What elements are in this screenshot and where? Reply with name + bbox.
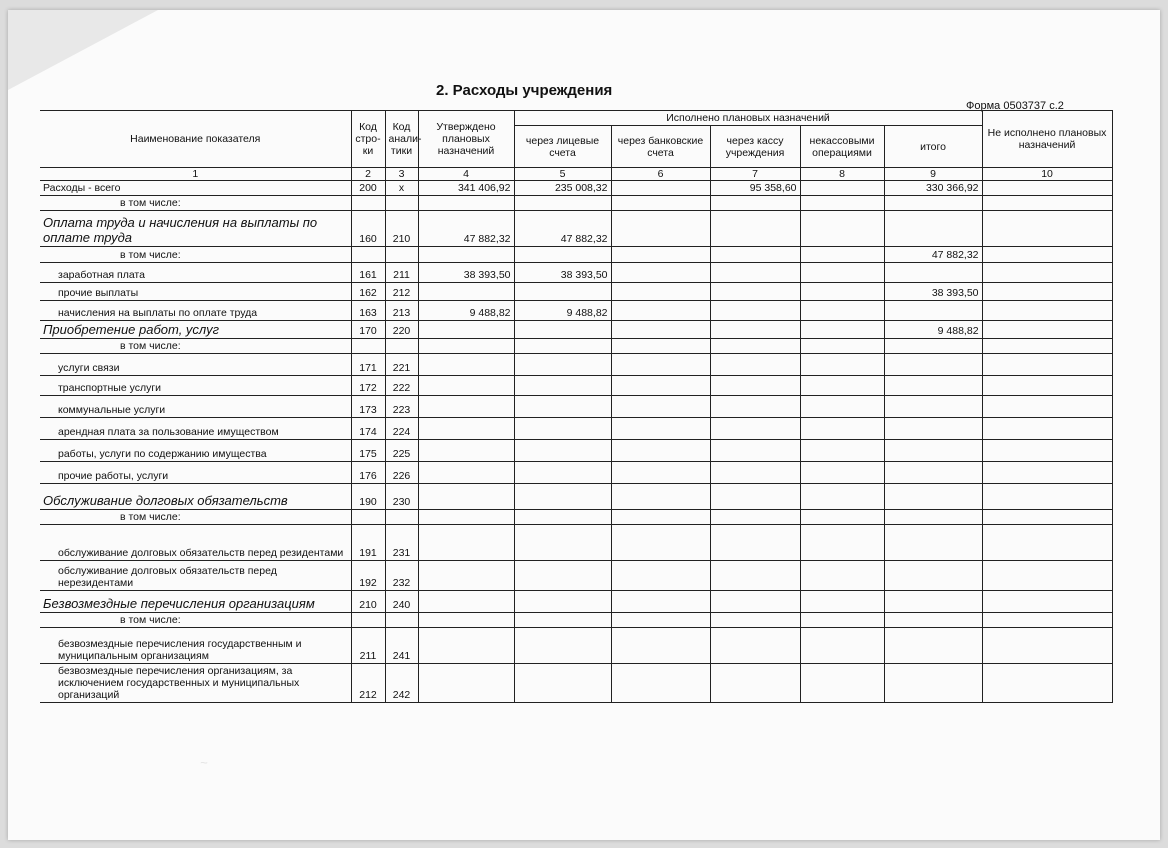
row-line-code: 192 bbox=[351, 561, 385, 591]
table-row bbox=[40, 396, 1112, 418]
form-code: Форма 0503737 с.2 bbox=[966, 100, 1064, 112]
row-line-code: 191 bbox=[351, 525, 385, 561]
row-via-personal-accounts bbox=[514, 484, 611, 510]
row-non-cash bbox=[800, 376, 884, 396]
row-analytics-code: 240 bbox=[385, 591, 418, 613]
row-line-code: 210 bbox=[351, 591, 385, 613]
row-via-bank-accounts bbox=[611, 440, 710, 462]
row-via-bank-accounts bbox=[611, 591, 710, 613]
row-approved: 341 406,92 bbox=[418, 181, 514, 196]
row-via-cash-desk bbox=[710, 628, 800, 664]
row-name: Обслуживание долговых обязательств bbox=[40, 484, 351, 510]
row-via-personal-accounts bbox=[514, 462, 611, 484]
row-via-bank-accounts bbox=[611, 484, 710, 510]
row-not-executed bbox=[982, 484, 1112, 510]
row-name: безвозмездные перечисления организациям, за исключением государственных и муниципальных организаций bbox=[40, 664, 351, 703]
row-via-bank-accounts bbox=[611, 561, 710, 591]
table-row bbox=[40, 525, 1112, 561]
row-line-code: 212 bbox=[351, 664, 385, 703]
row-analytics-code bbox=[385, 510, 418, 525]
row-via-cash-desk bbox=[710, 283, 800, 301]
table-row bbox=[40, 283, 1112, 301]
table-row bbox=[40, 561, 1112, 591]
row-via-bank-accounts bbox=[611, 664, 710, 703]
row-analytics-code: 231 bbox=[385, 525, 418, 561]
row-via-personal-accounts bbox=[514, 376, 611, 396]
row-via-bank-accounts bbox=[611, 613, 710, 628]
row-analytics-code bbox=[385, 247, 418, 263]
row-not-executed bbox=[982, 613, 1112, 628]
faded-signature-mark: ~ bbox=[200, 755, 208, 770]
column-number: 6 bbox=[611, 168, 710, 181]
row-via-bank-accounts bbox=[611, 376, 710, 396]
row-via-personal-accounts bbox=[514, 525, 611, 561]
header-line-code: Код стро- ки bbox=[351, 111, 385, 168]
row-name: обслуживание долговых обязательств перед нерезидентами bbox=[40, 561, 351, 591]
row-via-bank-accounts bbox=[611, 283, 710, 301]
row-approved bbox=[418, 321, 514, 339]
row-total bbox=[884, 664, 982, 703]
row-non-cash bbox=[800, 591, 884, 613]
row-name: Безвозмездные перечисления организациям bbox=[40, 591, 351, 613]
row-line-code bbox=[351, 339, 385, 354]
row-non-cash bbox=[800, 484, 884, 510]
row-total bbox=[884, 396, 982, 418]
header-via-bank-accounts: через банковские счета bbox=[611, 126, 710, 168]
header-executed: Исполнено плановых назначений bbox=[514, 111, 982, 126]
row-not-executed bbox=[982, 181, 1112, 196]
row-non-cash bbox=[800, 321, 884, 339]
row-approved bbox=[418, 354, 514, 376]
table-row bbox=[40, 354, 1112, 376]
row-not-executed bbox=[982, 591, 1112, 613]
row-non-cash bbox=[800, 301, 884, 321]
row-approved bbox=[418, 418, 514, 440]
row-via-bank-accounts bbox=[611, 462, 710, 484]
table-row bbox=[40, 301, 1112, 321]
expenses-table bbox=[40, 110, 1113, 703]
row-via-cash-desk bbox=[710, 354, 800, 376]
row-total bbox=[884, 613, 982, 628]
header-via-cash-desk: через кассу учреждения bbox=[710, 126, 800, 168]
row-total: 330 366,92 bbox=[884, 181, 982, 196]
row-not-executed bbox=[982, 396, 1112, 418]
row-not-executed bbox=[982, 283, 1112, 301]
row-not-executed bbox=[982, 462, 1112, 484]
row-non-cash bbox=[800, 462, 884, 484]
row-analytics-code: 225 bbox=[385, 440, 418, 462]
row-analytics-code: 222 bbox=[385, 376, 418, 396]
row-name: услуги связи bbox=[40, 354, 351, 376]
column-number: 1 bbox=[40, 168, 351, 181]
row-total bbox=[884, 510, 982, 525]
table-row bbox=[40, 418, 1112, 440]
row-non-cash bbox=[800, 339, 884, 354]
row-analytics-code bbox=[385, 339, 418, 354]
row-line-code: 170 bbox=[351, 321, 385, 339]
row-approved bbox=[418, 510, 514, 525]
row-total bbox=[884, 440, 982, 462]
table-row bbox=[40, 339, 1112, 354]
row-name: безвозмездные перечисления государственным и муниципальным организациям bbox=[40, 628, 351, 664]
row-approved bbox=[418, 525, 514, 561]
row-via-cash-desk bbox=[710, 396, 800, 418]
column-number: 4 bbox=[418, 168, 514, 181]
row-via-bank-accounts bbox=[611, 339, 710, 354]
header-analytics-code: Код анали- тики bbox=[385, 111, 418, 168]
row-via-cash-desk bbox=[710, 440, 800, 462]
row-non-cash bbox=[800, 211, 884, 247]
row-analytics-code bbox=[385, 613, 418, 628]
table-row bbox=[40, 510, 1112, 525]
row-analytics-code: 241 bbox=[385, 628, 418, 664]
header-approved: Утверждено плановых назначений bbox=[418, 111, 514, 168]
row-line-code bbox=[351, 613, 385, 628]
row-line-code: 161 bbox=[351, 263, 385, 283]
row-name: в том числе: bbox=[40, 339, 351, 354]
row-non-cash bbox=[800, 628, 884, 664]
table-row bbox=[40, 321, 1112, 339]
row-via-personal-accounts bbox=[514, 418, 611, 440]
row-non-cash bbox=[800, 396, 884, 418]
row-line-code: 174 bbox=[351, 418, 385, 440]
row-line-code: 163 bbox=[351, 301, 385, 321]
row-via-bank-accounts bbox=[611, 396, 710, 418]
row-name: в том числе: bbox=[40, 247, 351, 263]
row-via-cash-desk bbox=[710, 462, 800, 484]
column-number: 8 bbox=[800, 168, 884, 181]
row-total bbox=[884, 525, 982, 561]
row-analytics-code: 230 bbox=[385, 484, 418, 510]
header-non-cash: некассовыми операциями bbox=[800, 126, 884, 168]
row-approved bbox=[418, 283, 514, 301]
row-approved bbox=[418, 396, 514, 418]
row-line-code: 211 bbox=[351, 628, 385, 664]
row-total: 38 393,50 bbox=[884, 283, 982, 301]
row-via-cash-desk bbox=[710, 301, 800, 321]
row-approved bbox=[418, 561, 514, 591]
row-via-personal-accounts bbox=[514, 591, 611, 613]
row-line-code: 190 bbox=[351, 484, 385, 510]
row-via-bank-accounts bbox=[611, 181, 710, 196]
row-via-bank-accounts bbox=[611, 247, 710, 263]
row-not-executed bbox=[982, 196, 1112, 211]
row-name: работы, услуги по содержанию имущества bbox=[40, 440, 351, 462]
row-via-personal-accounts bbox=[514, 628, 611, 664]
row-non-cash bbox=[800, 664, 884, 703]
row-not-executed bbox=[982, 354, 1112, 376]
row-line-code: 171 bbox=[351, 354, 385, 376]
row-via-personal-accounts bbox=[514, 561, 611, 591]
row-name: в том числе: bbox=[40, 510, 351, 525]
row-analytics-code: 242 bbox=[385, 664, 418, 703]
row-non-cash bbox=[800, 354, 884, 376]
row-approved bbox=[418, 440, 514, 462]
row-analytics-code: 226 bbox=[385, 462, 418, 484]
row-name: арендная плата за пользование имуществом bbox=[40, 418, 351, 440]
page-fold-corner bbox=[8, 10, 158, 90]
row-approved bbox=[418, 591, 514, 613]
row-via-cash-desk bbox=[710, 484, 800, 510]
row-total bbox=[884, 354, 982, 376]
row-via-bank-accounts bbox=[611, 321, 710, 339]
row-non-cash bbox=[800, 247, 884, 263]
row-name: Расходы - всего bbox=[40, 181, 351, 196]
table-row bbox=[40, 462, 1112, 484]
row-via-cash-desk bbox=[710, 339, 800, 354]
row-line-code bbox=[351, 196, 385, 211]
row-not-executed bbox=[982, 525, 1112, 561]
row-total bbox=[884, 301, 982, 321]
row-via-cash-desk bbox=[710, 510, 800, 525]
row-name: прочие выплаты bbox=[40, 283, 351, 301]
row-approved bbox=[418, 462, 514, 484]
row-analytics-code: 212 bbox=[385, 283, 418, 301]
row-analytics-code: 211 bbox=[385, 263, 418, 283]
row-name: обслуживание долговых обязательств перед резидентами bbox=[40, 525, 351, 561]
row-total bbox=[884, 462, 982, 484]
column-number: 9 bbox=[884, 168, 982, 181]
table-row bbox=[40, 247, 1112, 263]
row-via-bank-accounts bbox=[611, 510, 710, 525]
row-via-cash-desk bbox=[710, 561, 800, 591]
row-line-code: 162 bbox=[351, 283, 385, 301]
row-via-personal-accounts: 9 488,82 bbox=[514, 301, 611, 321]
column-number-row bbox=[40, 168, 1112, 181]
row-via-personal-accounts bbox=[514, 354, 611, 376]
row-via-personal-accounts: 235 008,32 bbox=[514, 181, 611, 196]
row-analytics-code: 210 bbox=[385, 211, 418, 247]
row-non-cash bbox=[800, 440, 884, 462]
row-name: коммунальные услуги bbox=[40, 396, 351, 418]
row-line-code: 176 bbox=[351, 462, 385, 484]
header-total: итого bbox=[884, 126, 982, 168]
row-total bbox=[884, 196, 982, 211]
column-number: 2 bbox=[351, 168, 385, 181]
row-via-bank-accounts bbox=[611, 418, 710, 440]
row-total bbox=[884, 484, 982, 510]
row-via-bank-accounts bbox=[611, 354, 710, 376]
row-analytics-code: 220 bbox=[385, 321, 418, 339]
row-not-executed bbox=[982, 301, 1112, 321]
row-non-cash bbox=[800, 525, 884, 561]
row-non-cash bbox=[800, 510, 884, 525]
row-via-personal-accounts bbox=[514, 664, 611, 703]
row-non-cash bbox=[800, 263, 884, 283]
row-via-cash-desk bbox=[710, 321, 800, 339]
row-analytics-code: 223 bbox=[385, 396, 418, 418]
row-not-executed bbox=[982, 418, 1112, 440]
row-line-code bbox=[351, 510, 385, 525]
row-name: начисления на выплаты по оплате труда bbox=[40, 301, 351, 321]
row-via-cash-desk bbox=[710, 613, 800, 628]
row-total bbox=[884, 376, 982, 396]
row-non-cash bbox=[800, 613, 884, 628]
row-analytics-code: 213 bbox=[385, 301, 418, 321]
row-not-executed bbox=[982, 321, 1112, 339]
row-not-executed bbox=[982, 510, 1112, 525]
row-line-code bbox=[351, 247, 385, 263]
row-name: в том числе: bbox=[40, 613, 351, 628]
row-via-bank-accounts bbox=[611, 263, 710, 283]
row-via-cash-desk: 95 358,60 bbox=[710, 181, 800, 196]
row-name: Оплата труда и начисления на выплаты по оплате труда bbox=[40, 211, 351, 247]
row-approved: 47 882,32 bbox=[418, 211, 514, 247]
table-row bbox=[40, 376, 1112, 396]
row-total bbox=[884, 561, 982, 591]
row-not-executed bbox=[982, 211, 1112, 247]
page-title: 2. Расходы учреждения bbox=[436, 82, 613, 99]
table-row bbox=[40, 591, 1112, 613]
header-not-executed: Не исполнено плановых назначений bbox=[982, 111, 1112, 168]
table-row bbox=[40, 440, 1112, 462]
row-via-cash-desk bbox=[710, 263, 800, 283]
table-row bbox=[40, 484, 1112, 510]
row-via-personal-accounts bbox=[514, 613, 611, 628]
row-via-cash-desk bbox=[710, 591, 800, 613]
row-via-personal-accounts bbox=[514, 396, 611, 418]
row-total bbox=[884, 591, 982, 613]
row-total bbox=[884, 628, 982, 664]
row-approved bbox=[418, 196, 514, 211]
row-total bbox=[884, 211, 982, 247]
row-not-executed bbox=[982, 247, 1112, 263]
column-number: 7 bbox=[710, 168, 800, 181]
row-via-personal-accounts bbox=[514, 283, 611, 301]
row-via-cash-desk bbox=[710, 211, 800, 247]
row-approved: 38 393,50 bbox=[418, 263, 514, 283]
row-approved bbox=[418, 628, 514, 664]
row-via-personal-accounts: 47 882,32 bbox=[514, 211, 611, 247]
row-total bbox=[884, 418, 982, 440]
row-via-bank-accounts bbox=[611, 525, 710, 561]
row-not-executed bbox=[982, 628, 1112, 664]
row-line-code: 173 bbox=[351, 396, 385, 418]
row-via-cash-desk bbox=[710, 196, 800, 211]
row-via-personal-accounts bbox=[514, 339, 611, 354]
row-approved bbox=[418, 613, 514, 628]
row-name: заработная плата bbox=[40, 263, 351, 283]
row-via-personal-accounts bbox=[514, 321, 611, 339]
row-non-cash bbox=[800, 418, 884, 440]
row-line-code: 200 bbox=[351, 181, 385, 196]
row-analytics-code: x bbox=[385, 181, 418, 196]
row-via-personal-accounts bbox=[514, 440, 611, 462]
row-via-cash-desk bbox=[710, 247, 800, 263]
row-name: прочие работы, услуги bbox=[40, 462, 351, 484]
table-row bbox=[40, 181, 1112, 196]
row-via-bank-accounts bbox=[611, 301, 710, 321]
row-name: транспортные услуги bbox=[40, 376, 351, 396]
row-via-personal-accounts bbox=[514, 510, 611, 525]
row-approved bbox=[418, 376, 514, 396]
table-row bbox=[40, 263, 1112, 283]
row-non-cash bbox=[800, 196, 884, 211]
row-approved bbox=[418, 247, 514, 263]
row-via-cash-desk bbox=[710, 525, 800, 561]
row-via-personal-accounts: 38 393,50 bbox=[514, 263, 611, 283]
table-row bbox=[40, 628, 1112, 664]
row-total: 9 488,82 bbox=[884, 321, 982, 339]
row-analytics-code: 221 bbox=[385, 354, 418, 376]
table-row bbox=[40, 664, 1112, 703]
row-non-cash bbox=[800, 561, 884, 591]
table-row bbox=[40, 211, 1112, 247]
row-non-cash bbox=[800, 181, 884, 196]
row-total bbox=[884, 339, 982, 354]
row-non-cash bbox=[800, 283, 884, 301]
row-line-code: 175 bbox=[351, 440, 385, 462]
row-name: Приобретение работ, услуг bbox=[40, 321, 351, 339]
row-not-executed bbox=[982, 263, 1112, 283]
row-total bbox=[884, 263, 982, 283]
row-name: в том числе: bbox=[40, 196, 351, 211]
row-line-code: 172 bbox=[351, 376, 385, 396]
column-number: 3 bbox=[385, 168, 418, 181]
row-via-cash-desk bbox=[710, 664, 800, 703]
row-via-bank-accounts bbox=[611, 628, 710, 664]
row-via-bank-accounts bbox=[611, 196, 710, 211]
table-row bbox=[40, 613, 1112, 628]
column-number: 5 bbox=[514, 168, 611, 181]
row-line-code: 160 bbox=[351, 211, 385, 247]
row-via-bank-accounts bbox=[611, 211, 710, 247]
row-analytics-code: 224 bbox=[385, 418, 418, 440]
row-approved bbox=[418, 339, 514, 354]
row-approved: 9 488,82 bbox=[418, 301, 514, 321]
row-via-personal-accounts bbox=[514, 247, 611, 263]
row-approved bbox=[418, 484, 514, 510]
row-not-executed bbox=[982, 440, 1112, 462]
row-total: 47 882,32 bbox=[884, 247, 982, 263]
table-row bbox=[40, 196, 1112, 211]
row-not-executed bbox=[982, 376, 1112, 396]
column-number: 10 bbox=[982, 168, 1112, 181]
row-via-cash-desk bbox=[710, 376, 800, 396]
row-via-personal-accounts bbox=[514, 196, 611, 211]
row-analytics-code bbox=[385, 196, 418, 211]
row-not-executed bbox=[982, 561, 1112, 591]
row-approved bbox=[418, 664, 514, 703]
row-not-executed bbox=[982, 339, 1112, 354]
row-via-cash-desk bbox=[710, 418, 800, 440]
header-name: Наименование показателя bbox=[40, 111, 351, 168]
row-not-executed bbox=[982, 664, 1112, 703]
header-via-personal-accounts: через лицевые счета bbox=[514, 126, 611, 168]
row-analytics-code: 232 bbox=[385, 561, 418, 591]
